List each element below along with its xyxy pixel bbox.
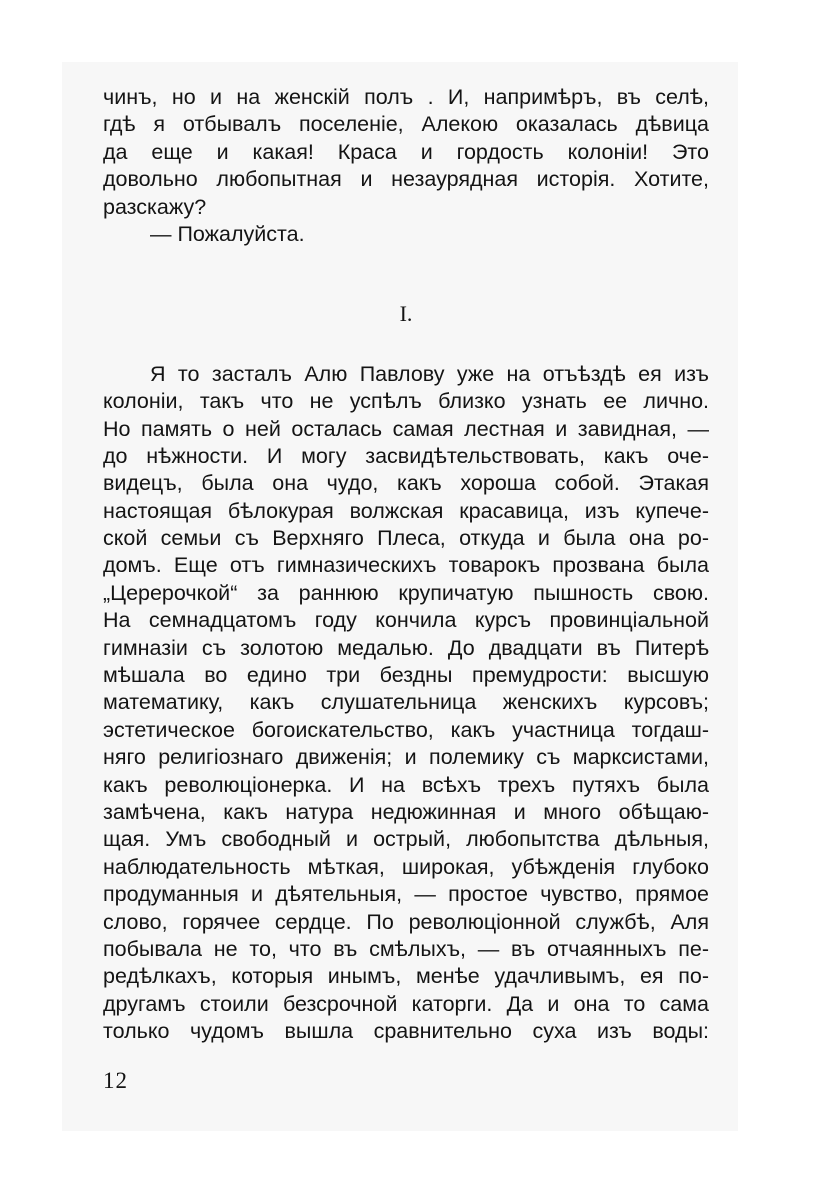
text-line: видецъ, была она чудо, какъ хороша собой. Этакая [103, 471, 709, 496]
text-line: слово, горячее сердце. По революцiонной службѣ, Аля [103, 909, 709, 934]
text-line: побывала не то, что въ смѣлыхъ, — въ отчаянныхъ пе- [103, 936, 709, 961]
page-number: 12 [103, 1068, 128, 1093]
text-line: колонiи, такъ что не успѣлъ близко узнать ее лично. [103, 389, 709, 414]
text-line: эстетическое богоискательство, какъ участница тогдаш- [103, 717, 709, 742]
section-heading: I. [399, 301, 413, 327]
text-line: мѣшала во едино три бездны премудрости: высшую [103, 663, 709, 688]
text-line: гдѣ я отбывалъ поселенiе, Алекою оказалась дѣвица [103, 112, 709, 137]
text-line: другамъ стоили безсрочной каторги. Да и она то сама [103, 991, 709, 1016]
text-line: Я то засталъ Алю Павлову уже на отъѣздѣ ея изъ [150, 361, 709, 386]
text-line: редѣлкахъ, которыя инымъ, менѣе удачливымъ, ея по- [103, 964, 709, 989]
dialogue-line: — Пожалуйста. [150, 221, 305, 246]
text-line: Но память о ней осталась самая лестная и завидная, — [103, 416, 709, 441]
text-line: щая. Умъ свободный и острый, любопытства дѣльныя, [103, 827, 709, 852]
text-line: наблюдательность мѣткая, широкая, убѣжденiя глубоко [103, 854, 709, 879]
text-line: ской семьи съ Верхняго Плеса, откуда и была она ро- [103, 526, 709, 551]
text-line: до нѣжности. И могу засвидѣтельствовать, какъ оче- [103, 443, 709, 468]
text-line: да еще и какая! Краса и гордость колонiи! Это [103, 139, 709, 164]
text-line: замѣчена, какъ натура недюжинная и много обѣщаю- [103, 799, 709, 824]
text-line: „Церерочкой“ за раннюю крупичатую пышность свою. [103, 580, 709, 605]
text-line: довольно любопытная и незаурядная исторiя. Хотите, [103, 167, 709, 192]
text-line: математику, какъ слушательница женскихъ курсовъ; [103, 690, 709, 715]
text-line: продуманныя и дѣятельныя, — простое чувство, прямое [103, 882, 709, 907]
text-line: только чудомъ вышла сравнительно суха изъ воды: [103, 1019, 709, 1044]
text-line: чинъ, но и на женскiй полъ . И, напримѣръ, въ селѣ, [103, 85, 709, 109]
text-line: гимназiи съ золотою медалью. До двадцати въ Питерѣ [103, 635, 709, 660]
text-line: няго религiознаго движенiя; и полемику съ марксистами, [103, 745, 709, 770]
text-line: На семнадцатомъ году кончила курсъ провинцiальной [103, 608, 709, 633]
text-line: какъ революцiонерка. И на всѣхъ трехъ путяхъ была [103, 772, 709, 797]
text-line: настоящая бѣлокурая волжская красавица, изъ купече- [103, 498, 709, 523]
text-line: домъ. Еще отъ гимназическихъ товарокъ прозвана была [103, 553, 709, 578]
page-text [103, 84, 709, 1046]
text-line: разскажу? [103, 194, 207, 219]
